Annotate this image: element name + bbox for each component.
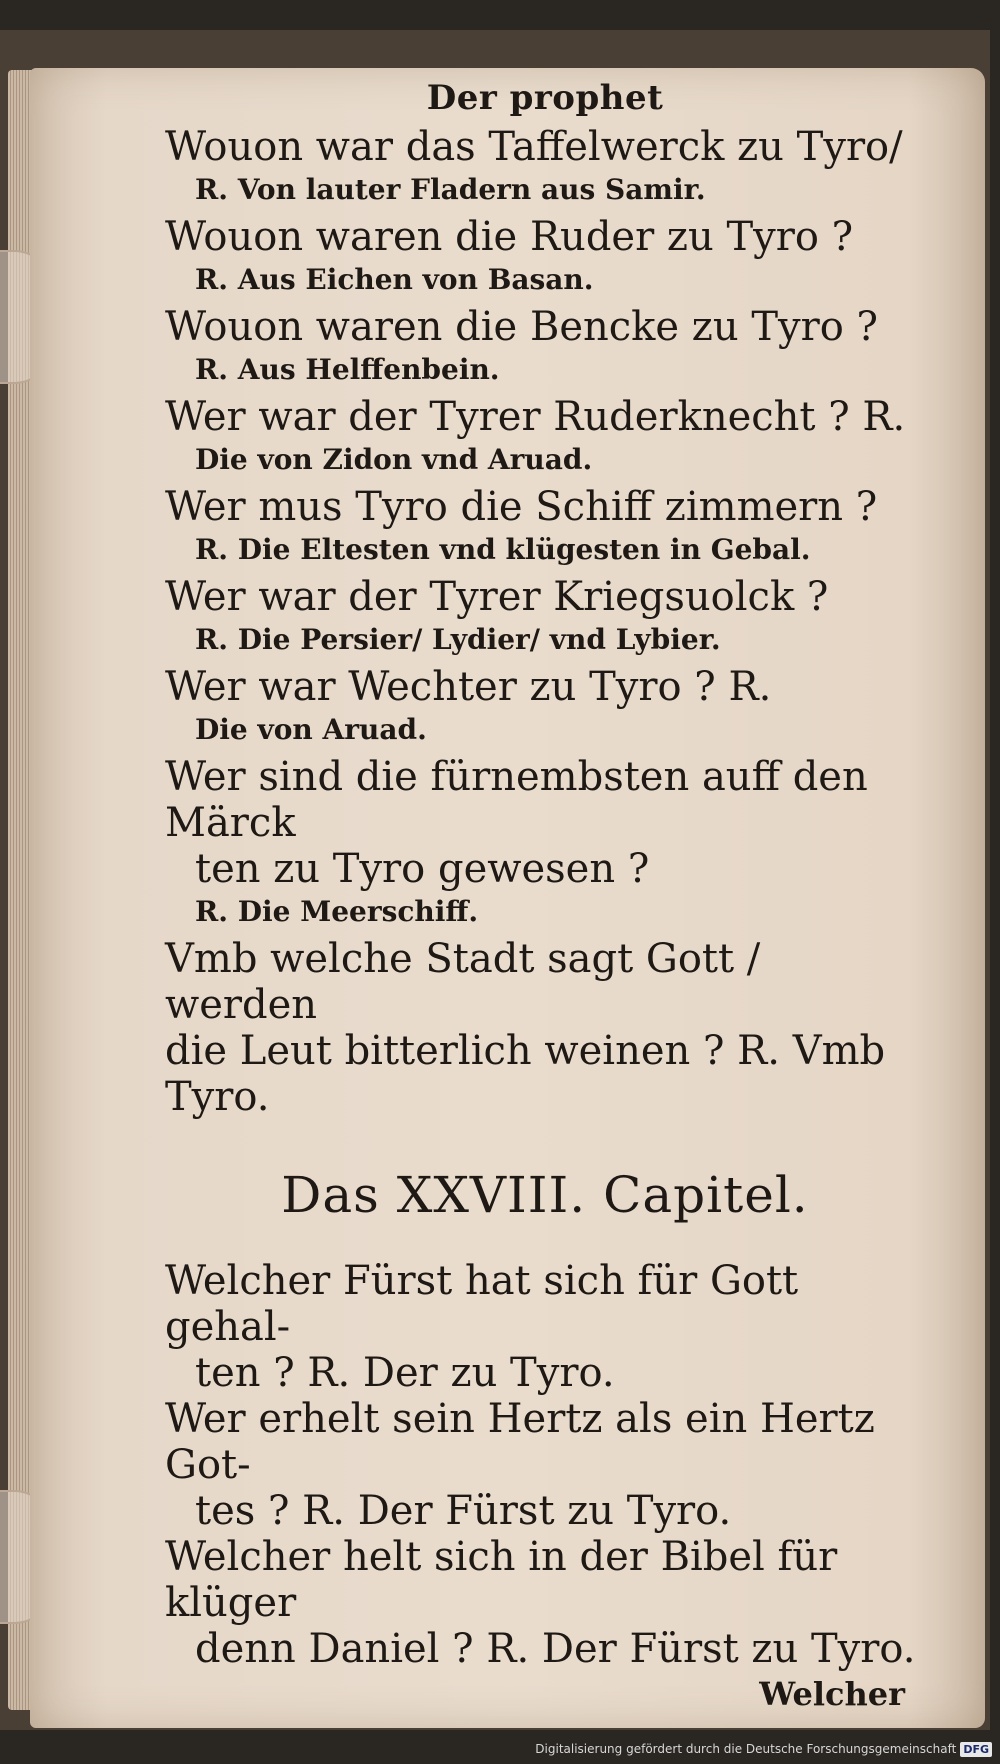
- answer: R. Von lauter Fladern aus Samir.: [195, 173, 706, 206]
- question: Wer war Wechter zu Tyro ? R.: [165, 664, 772, 710]
- qa-entry: [165, 574, 925, 660]
- question: Wouon waren die Ruder zu Tyro ?: [165, 214, 854, 260]
- qa-entry: [165, 214, 925, 300]
- question: Wer war der Tyrer Ruderknecht ? R.: [165, 394, 906, 440]
- answer: R. Die Persier/ Lydier/ vnd Lybier.: [195, 623, 721, 656]
- qa-entry: [165, 664, 925, 750]
- question-continuation: die Leut bitterlich weinen ? R. Vmb Tyro.: [165, 1028, 886, 1120]
- question-continuation: ten ? R. Der zu Tyro.: [195, 1350, 615, 1396]
- dfg-logo-icon: DFG: [960, 1742, 992, 1757]
- question-continuation: tes ? R. Der Fürst zu Tyro.: [195, 1488, 732, 1534]
- question: Vmb welche Stadt sagt Gott / werden: [165, 936, 761, 1028]
- catchword: Welcher: [759, 1675, 905, 1713]
- qa-entry: [165, 1396, 925, 1534]
- question: Wer erhelt sein Hertz als ein Hertz Got-: [165, 1396, 875, 1488]
- qa-entry: [165, 1258, 925, 1396]
- question: Wer mus Tyro die Schiff zimmern ?: [165, 484, 878, 530]
- answer: Die von Zidon vnd Aruad.: [195, 443, 593, 476]
- qa-entry: [165, 394, 925, 480]
- answer: R. Die Eltesten vnd klügesten in Gebal.: [195, 533, 811, 566]
- question: Wer sind die fürnembsten auff den Märck: [165, 754, 868, 846]
- question: Welcher Fürst hat sich für Gott gehal-: [165, 1258, 799, 1350]
- answer: Die von Aruad.: [195, 713, 427, 746]
- qa-entry: [165, 754, 925, 932]
- answer: R. Die Meerschiff.: [195, 895, 479, 928]
- qa-entry: [165, 484, 925, 570]
- page-text: [165, 78, 925, 1716]
- question-continuation: denn Daniel ? R. Der Fürst zu Tyro.: [195, 1626, 916, 1672]
- answer: R. Aus Helffenbein.: [195, 353, 500, 386]
- question: Wouon war das Taffelwerck zu Tyro/: [165, 124, 903, 170]
- answer: R. Aus Eichen von Basan.: [195, 263, 594, 296]
- qa-entry: [165, 304, 925, 390]
- question: Wer war der Tyrer Kriegsuolck ?: [165, 574, 829, 620]
- question: Welcher helt sich in der Bibel für klüger: [165, 1534, 838, 1626]
- credit-text: Digitalisierung gefördert durch die Deutsche Forschungsgemeinschaft: [535, 1742, 957, 1756]
- digitization-credit: [535, 1738, 992, 1760]
- chapter-title: Das XXVIII. Capitel.: [281, 1166, 809, 1224]
- qa-entry: [165, 936, 925, 1120]
- running-header: Der prophet: [426, 78, 664, 118]
- qa-entry: [165, 1534, 925, 1672]
- question: Wouon waren die Bencke zu Tyro ?: [165, 304, 878, 350]
- qa-entry: [165, 124, 925, 210]
- question-continuation: ten zu Tyro gewesen ?: [195, 846, 650, 892]
